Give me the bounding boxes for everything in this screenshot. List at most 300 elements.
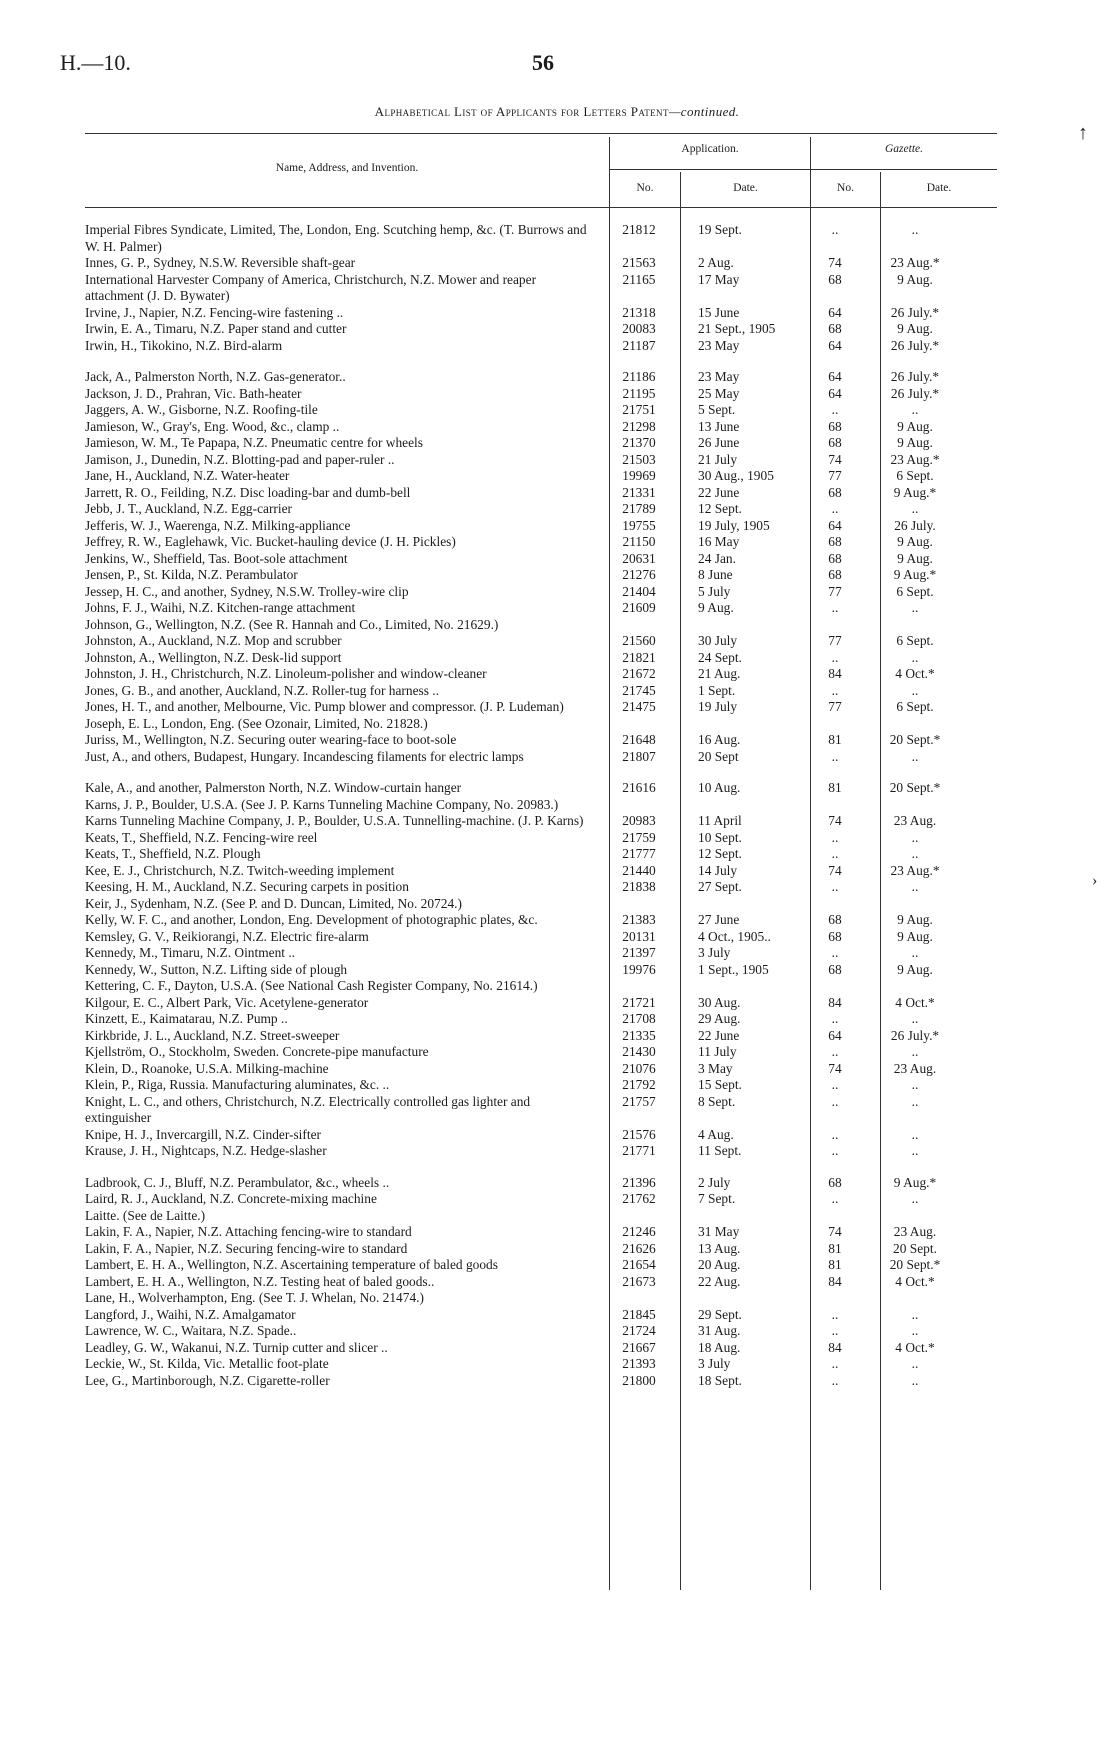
header-gaz-date: Date. xyxy=(926,182,952,194)
application-date: 14 July xyxy=(698,862,738,878)
applicant-invention: Innes, G. P., Sydney, N.S.W. Reversible shaft-gear xyxy=(85,255,356,270)
application-date xyxy=(680,716,804,733)
applicant-invention: Keesing, H. M., Auckland, N.Z. Securing carpets in position xyxy=(85,879,409,894)
table-row xyxy=(85,945,1005,962)
gazette-date: 23 Aug.* xyxy=(890,862,940,878)
page-number: 56 xyxy=(532,50,554,75)
application-number: 21789 xyxy=(622,501,656,516)
application-number: 21807 xyxy=(622,748,656,764)
header-sub-rule xyxy=(610,169,997,170)
gazette-number: 74 xyxy=(828,1224,842,1239)
gazette-number: .. xyxy=(831,1126,839,1142)
table-row xyxy=(85,600,1005,617)
gazette-number: 74 xyxy=(828,862,842,878)
application-number: 21626 xyxy=(622,1240,656,1256)
gazette-number xyxy=(804,617,866,634)
application-date: 13 June xyxy=(698,418,740,434)
gazette-number: 84 xyxy=(828,994,842,1010)
gazette-number xyxy=(804,716,866,733)
applicant-invention: Jackson, J. D., Prahran, Vic. Bath-heater xyxy=(85,385,302,401)
table-row xyxy=(85,749,1005,766)
page-id: H.—10. xyxy=(60,50,131,75)
application-date: 27 Sept. xyxy=(698,879,742,894)
table-row xyxy=(85,896,1005,913)
gazette-date: .. xyxy=(911,1323,919,1338)
applicant-invention: Joseph, E. L., London, Eng. (See Ozonair, Limited, No. 21828.) xyxy=(85,715,428,731)
application-number: 21672 xyxy=(622,666,656,681)
applicant-invention: Kemsley, G. V., Reikiorangi, N.Z. Electric fire-alarm xyxy=(85,928,369,944)
gazette-number: .. xyxy=(831,600,839,615)
gazette-date: 26 July.* xyxy=(890,337,940,353)
applicant-invention: Jarrett, R. O., Feilding, N.Z. Disc loading-bar and dumb-bell xyxy=(85,484,411,500)
application-date: 18 Aug. xyxy=(698,1339,741,1355)
gazette-date: 6 Sept. xyxy=(896,699,934,714)
gazette-number: 64 xyxy=(828,304,842,320)
applicant-invention: Klein, D., Roanoke, U.S.A. Milking-machine xyxy=(85,1060,329,1076)
gazette-date: .. xyxy=(911,1372,919,1388)
application-date: 1 Sept., 1905 xyxy=(698,961,769,977)
gazette-number: .. xyxy=(831,222,839,237)
header-gaz-no: No. xyxy=(837,182,854,194)
gazette-date xyxy=(866,617,964,634)
header-app-date: Date. xyxy=(733,182,758,194)
table-row xyxy=(85,780,1005,797)
application-date: 15 June xyxy=(698,304,740,320)
application-number: 21708 xyxy=(622,1011,656,1026)
application-date: 12 Sept. xyxy=(698,501,742,516)
application-number: 20631 xyxy=(622,550,656,566)
application-number: 21195 xyxy=(622,385,656,401)
gazette-date: .. xyxy=(911,222,919,237)
gazette-number: 84 xyxy=(828,1339,842,1355)
table-row xyxy=(85,716,1005,733)
gazette-date: 9 Aug.* xyxy=(893,1174,937,1190)
application-number: 21757 xyxy=(622,1093,656,1109)
gazette-number: .. xyxy=(831,682,839,698)
applicant-invention: Kennedy, W., Sutton, N.Z. Lifting side of plough xyxy=(85,961,348,977)
applicant-invention: Irwin, E. A., Timaru, N.Z. Paper stand and cutter xyxy=(85,321,347,336)
gazette-number: 77 xyxy=(828,699,842,714)
gazette-date: 9 Aug. xyxy=(897,271,933,287)
application-number: 20983 xyxy=(622,813,656,828)
gazette-date: 23 Aug. xyxy=(893,813,937,828)
gazette-date xyxy=(866,978,964,995)
gazette-date: .. xyxy=(911,682,919,698)
gazette-number: 68 xyxy=(828,928,842,944)
gazette-number: .. xyxy=(831,1356,839,1371)
application-number xyxy=(598,797,680,814)
application-date: 15 Sept. xyxy=(698,1077,742,1092)
applicant-invention: Langford, J., Waihi, N.Z. Amalgamator xyxy=(85,1306,296,1322)
gazette-number: 64 xyxy=(828,517,842,533)
gazette-date: .. xyxy=(911,1093,919,1109)
applicant-invention: Kinzett, E., Kaimatarau, N.Z. Pump .. xyxy=(85,1011,288,1026)
gazette-date: 20 Sept.* xyxy=(889,780,941,795)
application-date: 11 July xyxy=(698,1044,737,1059)
gazette-date: 9 Aug. xyxy=(897,418,933,434)
gazette-date: 6 Sept. xyxy=(896,633,934,648)
table-row xyxy=(85,551,1005,568)
patent-list xyxy=(85,222,1005,1389)
application-number: 20083 xyxy=(622,321,656,336)
applicant-invention: Knipe, H. J., Invercargill, N.Z. Cinder-sifter xyxy=(85,1126,321,1142)
applicant-invention: Jebb, J. T., Auckland, N.Z. Egg-carrier xyxy=(85,501,292,516)
table-row xyxy=(85,1208,1005,1225)
applicant-invention: Lakin, F. A., Napier, N.Z. Securing fencing-wire to standard xyxy=(85,1240,408,1256)
applicant-invention: Irwin, H., Tikokino, N.Z. Bird-alarm xyxy=(85,337,283,353)
margin-bracket: › xyxy=(1092,872,1098,889)
gazette-number: 81 xyxy=(828,780,842,795)
table-row xyxy=(85,699,1005,716)
gazette-date: .. xyxy=(911,1077,919,1092)
application-number: 21812 xyxy=(622,222,656,237)
application-number: 21440 xyxy=(622,862,656,878)
gazette-date: 9 Aug. xyxy=(897,928,933,944)
gazette-number: 68 xyxy=(828,550,842,566)
applicant-invention: Lawrence, W. C., Waitara, N.Z. Spade.. xyxy=(85,1323,297,1338)
table-row xyxy=(85,813,1005,830)
applicant-invention: Knight, L. C., and others, Christchurch, N.Z. Electrically controlled gas lighter and extinguisher xyxy=(85,1093,531,1125)
table-row xyxy=(85,846,1005,863)
table-row xyxy=(85,978,1005,995)
application-date xyxy=(680,617,804,634)
application-date: 5 Sept. xyxy=(698,402,736,417)
table-row xyxy=(85,633,1005,650)
table-row xyxy=(85,929,1005,946)
table-row xyxy=(85,468,1005,485)
gazette-date xyxy=(866,896,964,913)
gazette-date: .. xyxy=(911,748,919,764)
applicant-invention: Jessep, H. C., and another, Sydney, N.S.W. Trolley-wire clip xyxy=(85,583,409,599)
application-number: 21673 xyxy=(622,1273,656,1289)
title-suffix: —continued. xyxy=(668,104,740,119)
applicant-invention: Leadley, G. W., Wakanui, N.Z. Turnip cutter and slicer .. xyxy=(85,1339,388,1355)
gazette-number: 68 xyxy=(828,435,842,450)
application-date: 16 May xyxy=(698,534,740,549)
application-date: 4 Oct., 1905.. xyxy=(698,928,771,944)
table-row xyxy=(85,732,1005,749)
table-row xyxy=(85,222,1005,255)
gazette-date: 20 Sept.* xyxy=(889,732,941,747)
application-number xyxy=(598,716,680,733)
gazette-number: 68 xyxy=(828,912,842,927)
table-row xyxy=(85,518,1005,535)
application-date: 24 Sept. xyxy=(698,649,742,665)
gazette-number: 74 xyxy=(828,813,842,828)
table-row xyxy=(85,1241,1005,1258)
table-row xyxy=(85,666,1005,683)
gazette-number: .. xyxy=(831,1044,839,1059)
application-date: 20 Sept xyxy=(698,748,739,764)
application-number: 21724 xyxy=(622,1323,656,1338)
gazette-date: 9 Aug. xyxy=(897,912,933,927)
application-date xyxy=(680,978,804,995)
gazette-date: 4 Oct.* xyxy=(895,666,935,681)
application-date: 16 Aug. xyxy=(698,732,741,747)
table-row xyxy=(85,617,1005,634)
application-date: 31 Aug. xyxy=(698,1323,741,1338)
table-row xyxy=(85,912,1005,929)
application-number: 21648 xyxy=(622,732,656,747)
margin-mark: ↑ xyxy=(1078,122,1088,144)
gazette-date: 23 Aug.* xyxy=(890,451,940,467)
gazette-date: .. xyxy=(911,402,919,417)
gazette-date: .. xyxy=(911,846,919,861)
applicant-invention: Kennedy, M., Timaru, N.Z. Ointment .. xyxy=(85,945,296,960)
gazette-number: 64 xyxy=(828,337,842,353)
gazette-date: 9 Aug. xyxy=(897,534,933,549)
gazette-number xyxy=(804,896,866,913)
application-date: 31 May xyxy=(698,1224,740,1239)
application-number: 21318 xyxy=(622,304,656,320)
application-date: 3 July xyxy=(698,1356,731,1371)
applicant-invention: Klein, P., Riga, Russia. Manufacturing aluminates, &c. .. xyxy=(85,1077,390,1092)
applicant-invention: Keir, J., Sydenham, N.Z. (See P. and D. Duncan, Limited, No. 20724.) xyxy=(85,895,462,911)
application-date: 18 Sept. xyxy=(698,1372,742,1388)
applicant-invention: Kettering, C. F., Dayton, U.S.A. (See National Cash Register Company, No. 21614.) xyxy=(85,978,538,993)
gazette-date: 26 July.* xyxy=(890,1027,940,1043)
application-date: 30 July xyxy=(698,633,738,648)
gazette-number: 68 xyxy=(828,271,842,287)
application-date: 17 May xyxy=(698,271,740,287)
application-date: 5 July xyxy=(698,583,731,599)
gazette-date: .. xyxy=(911,1191,919,1206)
gazette-number: 68 xyxy=(828,534,842,549)
gazette-number: 74 xyxy=(828,451,842,467)
table-row xyxy=(85,995,1005,1012)
application-date: 30 Aug. xyxy=(698,994,741,1010)
application-number: 21335 xyxy=(622,1027,656,1043)
application-date: 11 April xyxy=(698,813,742,828)
gazette-number xyxy=(804,1208,866,1225)
table-row xyxy=(85,272,1005,305)
table-row xyxy=(85,419,1005,436)
header-top-rule xyxy=(85,133,997,134)
application-number xyxy=(598,896,680,913)
table-row xyxy=(85,386,1005,403)
applicant-invention: Just, A., and others, Budapest, Hungary. Incandescing filaments for electric lamps xyxy=(85,748,524,764)
application-number: 19976 xyxy=(622,961,656,977)
applicant-invention: Jaggers, A. W., Gisborne, N.Z. Roofing-tile xyxy=(85,402,318,417)
table-row xyxy=(85,435,1005,452)
applicant-invention: Keats, T., Sheffield, N.Z. Fencing-wire reel xyxy=(85,829,318,845)
application-date xyxy=(680,896,804,913)
table-row xyxy=(85,1028,1005,1045)
table-row xyxy=(85,402,1005,419)
gazette-number: .. xyxy=(831,1093,839,1109)
applicant-invention: Jones, H. T., and another, Melbourne, Vic. Pump blower and compressor. (J. P. Ludeman) xyxy=(85,699,564,714)
table-row xyxy=(85,1175,1005,1192)
table-row xyxy=(85,1290,1005,1307)
applicant-invention: Imperial Fibres Syndicate, Limited, The, London, Eng. Scutching hemp, &c. (T. Burrows and W. H. Palmer) xyxy=(85,222,587,254)
application-date: 4 Aug. xyxy=(698,1126,734,1142)
gazette-number: 81 xyxy=(828,732,842,747)
applicant-invention: Jamieson, W. M., Te Papapa, N.Z. Pneumatic centre for wheels xyxy=(85,435,423,450)
gazette-date: 6 Sept. xyxy=(896,468,934,483)
gazette-date: 9 Aug.* xyxy=(893,484,937,500)
table-row xyxy=(85,962,1005,979)
gazette-number: .. xyxy=(831,402,839,417)
gazette-date: 20 Sept. xyxy=(893,1240,937,1256)
gazette-date: .. xyxy=(911,945,919,960)
application-number: 21792 xyxy=(622,1077,656,1092)
application-number: 21076 xyxy=(622,1060,656,1076)
applicant-invention: Juriss, M., Wellington, N.Z. Securing outer wearing-face to boot-sole xyxy=(85,732,457,747)
application-date: 22 June xyxy=(698,484,740,500)
gazette-number: .. xyxy=(831,1143,839,1158)
table-row xyxy=(85,1127,1005,1144)
table-row xyxy=(85,321,1005,338)
application-date: 3 July xyxy=(698,945,731,960)
gazette-date: 26 July.* xyxy=(890,385,940,401)
gazette-number: 68 xyxy=(828,961,842,977)
applicant-invention: Johnston, A., Auckland, N.Z. Mop and scrubber xyxy=(85,633,342,648)
application-date: 1 Sept. xyxy=(698,682,736,698)
applicant-invention: Johnston, A., Wellington, N.Z. Desk-lid support xyxy=(85,649,342,665)
applicant-invention: Karns Tunneling Machine Company, J. P., Boulder, U.S.A. Tunnelling-machine. (J. P. Karns) xyxy=(85,813,584,828)
gazette-number: 68 xyxy=(828,321,842,336)
table-row xyxy=(85,863,1005,880)
application-date: 29 Sept. xyxy=(698,1306,742,1322)
table-row xyxy=(85,1061,1005,1078)
application-number xyxy=(598,1290,680,1307)
applicant-invention: Jenkins, W., Sheffield, Tas. Boot-sole attachment xyxy=(85,550,348,566)
application-date: 29 Aug. xyxy=(698,1011,741,1026)
gazette-number: 74 xyxy=(828,255,842,270)
gazette-date: .. xyxy=(911,1126,919,1142)
table-row xyxy=(85,255,1005,272)
table-row xyxy=(85,1307,1005,1324)
gazette-date: 9 Aug. xyxy=(897,321,933,336)
application-number: 21370 xyxy=(622,435,656,450)
application-number: 21759 xyxy=(622,829,656,845)
gazette-number: .. xyxy=(831,1011,839,1026)
application-date xyxy=(680,1208,804,1225)
gazette-date: .. xyxy=(911,1306,919,1322)
application-number: 21576 xyxy=(622,1126,656,1142)
gazette-number: .. xyxy=(831,1323,839,1338)
applicant-invention: Jensen, P., St. Kilda, N.Z. Perambulator xyxy=(85,567,298,582)
applicant-invention: Laitte. (See de Laitte.) xyxy=(85,1207,206,1223)
gazette-date: 9 Aug. xyxy=(897,550,933,566)
gazette-number: 64 xyxy=(828,1027,842,1043)
application-number: 21654 xyxy=(622,1257,656,1272)
gazette-date: 23 Aug. xyxy=(893,1224,937,1239)
table-row xyxy=(85,534,1005,551)
gazette-date: .. xyxy=(911,600,919,615)
application-date: 11 Sept. xyxy=(698,1143,742,1158)
application-number: 21560 xyxy=(622,633,656,648)
application-date: 25 May xyxy=(698,385,740,401)
application-date: 30 Aug., 1905 xyxy=(698,468,774,483)
application-date: 12 Sept. xyxy=(698,846,742,861)
application-number: 21165 xyxy=(622,271,656,287)
table-row xyxy=(85,1143,1005,1160)
gazette-number: 81 xyxy=(828,1257,842,1272)
applicant-invention: Kirkbride, J. L., Auckland, N.Z. Street-sweeper xyxy=(85,1027,340,1043)
application-date: 7 Sept. xyxy=(698,1191,736,1206)
gazette-number: .. xyxy=(831,1306,839,1322)
gazette-number: .. xyxy=(831,1191,839,1206)
application-number: 21751 xyxy=(622,402,656,417)
applicant-invention: Lane, H., Wolverhampton, Eng. (See T. J. Whelan, No. 21474.) xyxy=(85,1290,424,1305)
gazette-date xyxy=(866,1290,964,1307)
applicant-invention: Jeffrey, R. W., Eaglehawk, Vic. Bucket-hauling device (J. H. Pickles) xyxy=(85,534,456,549)
gazette-number: .. xyxy=(831,945,839,960)
application-number: 21609 xyxy=(622,600,656,615)
gazette-date: 6 Sept. xyxy=(896,583,934,599)
application-number: 21721 xyxy=(622,994,656,1010)
table-row xyxy=(85,485,1005,502)
table-row xyxy=(85,797,1005,814)
application-number: 21821 xyxy=(622,649,656,665)
applicant-invention: Lambert, E. H. A., Wellington, N.Z. Ascertaining temperature of baled goods xyxy=(85,1257,498,1272)
table-row xyxy=(85,1011,1005,1028)
applicant-invention: Jamison, J., Dunedin, N.Z. Blotting-pad and paper-ruler .. xyxy=(85,451,395,467)
application-number: 21331 xyxy=(622,484,656,500)
application-date: 2 July xyxy=(698,1174,731,1190)
application-number: 21298 xyxy=(622,418,656,434)
applicant-invention: Lambert, E. H. A., Wellington, N.Z. Testing heat of baled goods.. xyxy=(85,1273,435,1289)
application-number: 21475 xyxy=(622,699,656,714)
gazette-number: 84 xyxy=(828,1273,842,1289)
application-date: 8 Sept. xyxy=(698,1093,736,1109)
gazette-date: 4 Oct.* xyxy=(895,1273,935,1289)
application-number xyxy=(598,617,680,634)
applicant-invention: Krause, J. H., Nightcaps, N.Z. Hedge-slasher xyxy=(85,1143,327,1158)
application-date: 26 June xyxy=(698,435,740,450)
gazette-number xyxy=(804,1290,866,1307)
application-number: 21616 xyxy=(622,780,656,795)
table-row xyxy=(85,305,1005,322)
gazette-date xyxy=(866,1208,964,1225)
application-date: 13 Aug. xyxy=(698,1240,741,1256)
header-app-no: No. xyxy=(636,182,654,194)
gazette-number: 68 xyxy=(828,484,842,500)
application-number: 21187 xyxy=(622,337,656,353)
application-date: 2 Aug. xyxy=(698,255,734,270)
applicant-invention: Kee, E. J., Christchurch, N.Z. Twitch-weeding implement xyxy=(85,862,395,878)
application-number: 19755 xyxy=(622,517,656,533)
table-row xyxy=(85,1340,1005,1357)
applicant-invention: Irvine, J., Napier, N.Z. Fencing-wire fastening .. xyxy=(85,304,344,320)
gazette-number: .. xyxy=(831,501,839,516)
header-gazette: Gazette. xyxy=(884,143,923,155)
application-date xyxy=(680,797,804,814)
gazette-date: .. xyxy=(911,501,919,516)
applicant-invention: Jefferis, W. J., Waerenga, N.Z. Milking-appliance xyxy=(85,517,351,533)
application-number: 21838 xyxy=(622,879,656,894)
gazette-number: 77 xyxy=(828,583,842,599)
gazette-number: 81 xyxy=(828,1240,842,1256)
header-application: Application. xyxy=(681,143,739,155)
gazette-date: .. xyxy=(911,879,919,894)
gazette-date: 9 Aug.* xyxy=(893,567,937,582)
application-date: 21 Aug. xyxy=(698,666,741,681)
gazette-number: .. xyxy=(831,829,839,845)
gazette-number: .. xyxy=(831,1372,839,1388)
application-date: 22 Aug. xyxy=(698,1273,741,1289)
application-date: 23 May xyxy=(698,337,740,353)
table-row xyxy=(85,567,1005,584)
application-number: 21667 xyxy=(622,1339,656,1355)
application-date: 23 May xyxy=(698,369,740,384)
applicant-invention: Keats, T., Sheffield, N.Z. Plough xyxy=(85,846,261,861)
table-row xyxy=(85,1224,1005,1241)
gazette-number: 74 xyxy=(828,1060,842,1076)
header-bottom-rule xyxy=(85,207,997,208)
application-number: 21745 xyxy=(622,682,656,698)
